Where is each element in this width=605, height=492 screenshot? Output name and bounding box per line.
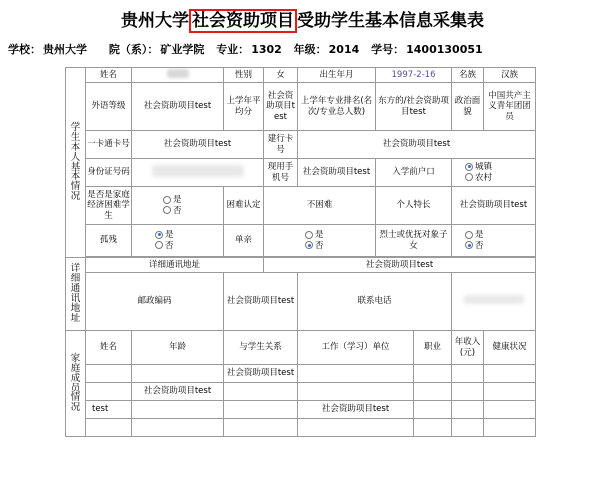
ethnic-label: 名族 xyxy=(452,68,484,83)
gender-label: 性别 xyxy=(224,68,264,83)
hukou-radio-group xyxy=(452,159,536,187)
student-info-line: 学校： 贵州大学 院（系）： 矿业学院 专业： 1302 年级： 2014 学号： 1400130051 xyxy=(8,43,483,56)
radio-selected-icon xyxy=(465,241,473,249)
martyr-label: 烈士或优抚对象子女 xyxy=(376,225,452,257)
hardship-value: 不困难 xyxy=(264,187,376,225)
gender-value: 女 xyxy=(264,68,298,83)
table-row xyxy=(66,419,536,437)
table-row: 社会资助项目test xyxy=(66,383,536,401)
poor-option-no[interactable]: 否 xyxy=(133,206,222,216)
radio-selected-icon xyxy=(465,163,473,171)
info-form-table xyxy=(65,67,536,437)
family-header-health: 健康状况 xyxy=(484,331,536,365)
family-header-name: 姓名 xyxy=(86,331,132,365)
phone-label: 现用手机号 xyxy=(264,159,298,187)
poor-option-yes[interactable]: 是 xyxy=(133,195,222,205)
hukou-option-urban[interactable]: 城镇 xyxy=(453,162,534,172)
poor-label: 是否是家庭经济困难学生 xyxy=(86,187,132,225)
ethnic-value: 汉族 xyxy=(484,68,536,83)
radio-icon xyxy=(305,231,313,239)
tel-label: 联系电话 xyxy=(298,273,452,331)
politics-value: 中国共产主义青年团团员 xyxy=(484,83,536,131)
idcard-value xyxy=(132,159,264,187)
tel-value xyxy=(452,273,536,331)
radio-icon xyxy=(163,206,171,214)
avg-value: 社会资助项目test xyxy=(264,83,298,131)
martyr-option-no[interactable]: 否 xyxy=(453,241,534,251)
section-family: 家庭成员情况 xyxy=(66,331,86,437)
specialty-label: 个人特长 xyxy=(376,187,452,225)
postcode-label: 邮政编码 xyxy=(86,273,224,331)
address-label: 详细通讯地址 xyxy=(86,258,264,273)
table-row: 社会资助项目test xyxy=(66,365,536,383)
family-header-job: 职业 xyxy=(414,331,452,365)
page-title: 贵州大学 社会资助项目 受助学生基本信息采集表 xyxy=(121,11,484,31)
rank-label: 上学年专业排名(名次/专业总人数) xyxy=(298,83,376,131)
section-contact: 详细通讯地址 xyxy=(66,258,86,331)
lang-value: 社会资助项目test xyxy=(132,83,224,131)
name-label: 姓名 xyxy=(86,68,132,83)
single-option-no[interactable]: 否 xyxy=(265,241,374,251)
radio-icon xyxy=(155,241,163,249)
bank-label: 建行卡号 xyxy=(264,131,298,159)
single-option-yes[interactable]: 是 xyxy=(265,230,374,240)
orphan-option-yes[interactable]: 是 xyxy=(133,230,222,240)
postcode-value: 社会资助项目test xyxy=(224,273,298,331)
phone-value: 社会资助项目test xyxy=(298,159,376,187)
family-header-relation: 与学生关系 xyxy=(224,331,298,365)
bank-value: 社会资助项目test xyxy=(298,131,536,159)
idcard-label: 身份证号码 xyxy=(86,159,132,187)
family-header-income: 年收入(元) xyxy=(452,331,484,365)
family-header-work: 工作（学习）单位 xyxy=(298,331,414,365)
birth-label: 出生年月 xyxy=(298,68,376,83)
family-header-age: 年龄 xyxy=(132,331,224,365)
poor-radio-group xyxy=(132,187,224,225)
card-label: 一卡通卡号 xyxy=(86,131,132,159)
name-value xyxy=(132,68,224,83)
orphan-label: 孤残 xyxy=(86,225,132,257)
radio-selected-icon xyxy=(155,231,163,239)
martyr-option-yes[interactable]: 是 xyxy=(453,230,534,240)
hardship-label: 困难认定 xyxy=(224,187,264,225)
single-label: 单亲 xyxy=(224,225,264,257)
single-radio-group xyxy=(264,225,376,257)
radio-icon xyxy=(465,173,473,181)
card-value: 社会资助项目test xyxy=(132,131,264,159)
lang-label: 外语等级 xyxy=(86,83,132,131)
address-value: 社会资助项目test xyxy=(264,258,536,273)
avg-label: 上学年平均分 xyxy=(224,83,264,131)
hukou-label: 入学前户口 xyxy=(376,159,452,187)
radio-icon xyxy=(163,196,171,204)
orphan-option-no[interactable]: 否 xyxy=(133,241,222,251)
birth-value: 1997-2-16 xyxy=(376,68,452,83)
orphan-radio-group xyxy=(132,225,224,257)
table-row: test 社会资助项目test xyxy=(66,401,536,419)
rank-value: 东方的/社会资助项目test xyxy=(376,83,452,131)
section-student: 学生本人基本情况 xyxy=(66,68,86,258)
specialty-value: 社会资助项目test xyxy=(452,187,536,225)
title-highlight: 社会资助项目 xyxy=(189,9,297,33)
radio-icon xyxy=(465,231,473,239)
radio-selected-icon xyxy=(305,241,313,249)
politics-label: 政治面貌 xyxy=(452,83,484,131)
hukou-option-rural[interactable]: 农村 xyxy=(453,173,534,183)
martyr-radio-group xyxy=(452,225,536,257)
